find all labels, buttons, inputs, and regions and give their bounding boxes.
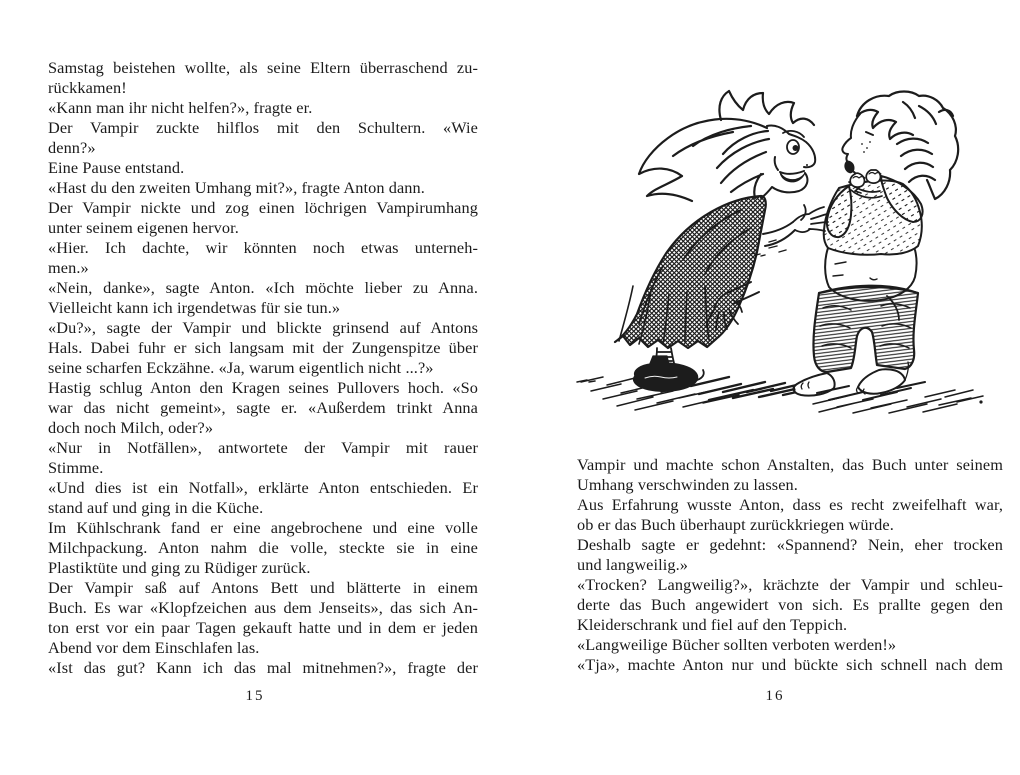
page-right-number: 16 (765, 688, 785, 704)
text-line: «Tja», machte Anton nur und bückte sich schnell nach dem (577, 655, 1003, 674)
text-line: Umhang verschwinden zu lassen. (577, 475, 798, 494)
text-line: «Und dies ist ein Notfall», erklärte Anton entschieden. Er (48, 478, 478, 497)
text-line: Eine Pause entstand. (48, 158, 185, 177)
anton-figure (794, 92, 959, 401)
page-right-text (577, 455, 1003, 675)
text-line: unter seinem eigenen hervor. (48, 218, 239, 237)
text-line: «Kann man ihr nicht helfen?», fragte er. (48, 98, 313, 117)
text-line: men.» (48, 258, 89, 277)
text-line: «Hast du den zweiten Umhang mit?», fragte Anton dann. (48, 178, 425, 197)
text-line: «Trocken? Langweilig?», krächzte der Vampir und schleu- (577, 575, 1003, 594)
text-line: Im Kühlschrank fand er eine angebrochene und eine volle (48, 518, 478, 537)
text-line: ton erst vor ein paar Tagen gekauft hatte und in dem er jeden (48, 618, 478, 637)
text-line: und langweilig.» (577, 555, 689, 574)
text-line: «Du?», sagte der Vampir und blickte grinsend auf Antons (48, 318, 478, 337)
text-line: Plastiktüte und ging zu Rüdiger zurück. (48, 558, 311, 577)
text-line: Kleiderschrank und fiel auf den Teppich. (577, 615, 848, 634)
text-line: Milchpackung. Anton nahm die volle, steckte sie in eine (48, 538, 478, 557)
text-line: Stimme. (48, 458, 104, 477)
text-line: «Hier. Ich dachte, wir könnten noch etwas unterneh- (48, 238, 478, 257)
vampire-figure (615, 91, 828, 391)
text-line: ob er das Buch überhaupt zurückkriegen würde. (577, 515, 894, 534)
text-line: rückkamen! (48, 78, 127, 97)
text-line: Abend vor dem Einschlafen las. (48, 638, 260, 657)
text-line: «Nein, danke», sagte Anton. «Ich möchte lieber zu Anna. (48, 278, 478, 297)
text-line: derte das Buch angewidert von sich. Es prallte gegen den (577, 595, 1003, 614)
text-line: Der Vampir saß auf Antons Bett und blätterte in einem (48, 578, 478, 597)
text-line: war das nicht gemeint», sagte er. «Außerdem trinkt Anna (48, 398, 478, 417)
text-line: «Nur in Notfällen», antwortete der Vampir mit rauer (48, 438, 478, 457)
text-line: Der Vampir nickte und zog einen löchrigen Vampirumhang (48, 198, 478, 217)
text-line: Der Vampir zuckte hilflos mit den Schultern. «Wie (48, 118, 478, 137)
page-left-text (48, 58, 478, 678)
text-line: seine scharfen Eckzähne. «Ja, warum eigentlich nicht ...?» (48, 358, 434, 377)
text-line: stand auf und ging in die Küche. (48, 498, 264, 517)
text-line: Samstag beistehen wollte, als seine Eltern überraschend zu- (48, 58, 478, 77)
text-line: denn?» (48, 138, 96, 157)
text-line: Buch. Es war «Klopfzeichen aus dem Jenseits», das sich An- (48, 598, 478, 617)
text-line: Vielleicht kann ich irgendetwas für sie tun.» (48, 298, 341, 317)
text-line: Hastig schlug Anton den Kragen seines Pullovers hoch. «So (48, 378, 478, 397)
text-line: Aus Erfahrung wusste Anton, dass es recht zweifelhaft war, (577, 495, 1003, 514)
page-left-number: 15 (245, 688, 265, 704)
text-line: doch noch Milch, oder?» (48, 418, 214, 437)
text-line: «Langweilige Bücher sollten verboten werden!» (577, 635, 897, 654)
text-line: «Ist das gut? Kann ich das mal mitnehmen?», fragte der (48, 658, 478, 677)
illustration-vampire-and-anton (573, 86, 1005, 424)
text-line: Vampir und machte schon Anstalten, das Buch unter seinem (577, 455, 1003, 474)
text-line: Hals. Dabei fuhr er sich langsam mit der Zungenspitze über (48, 338, 478, 357)
text-line: Deshalb sagte er gedehnt: «Spannend? Nein, eher trocken (577, 535, 1003, 554)
